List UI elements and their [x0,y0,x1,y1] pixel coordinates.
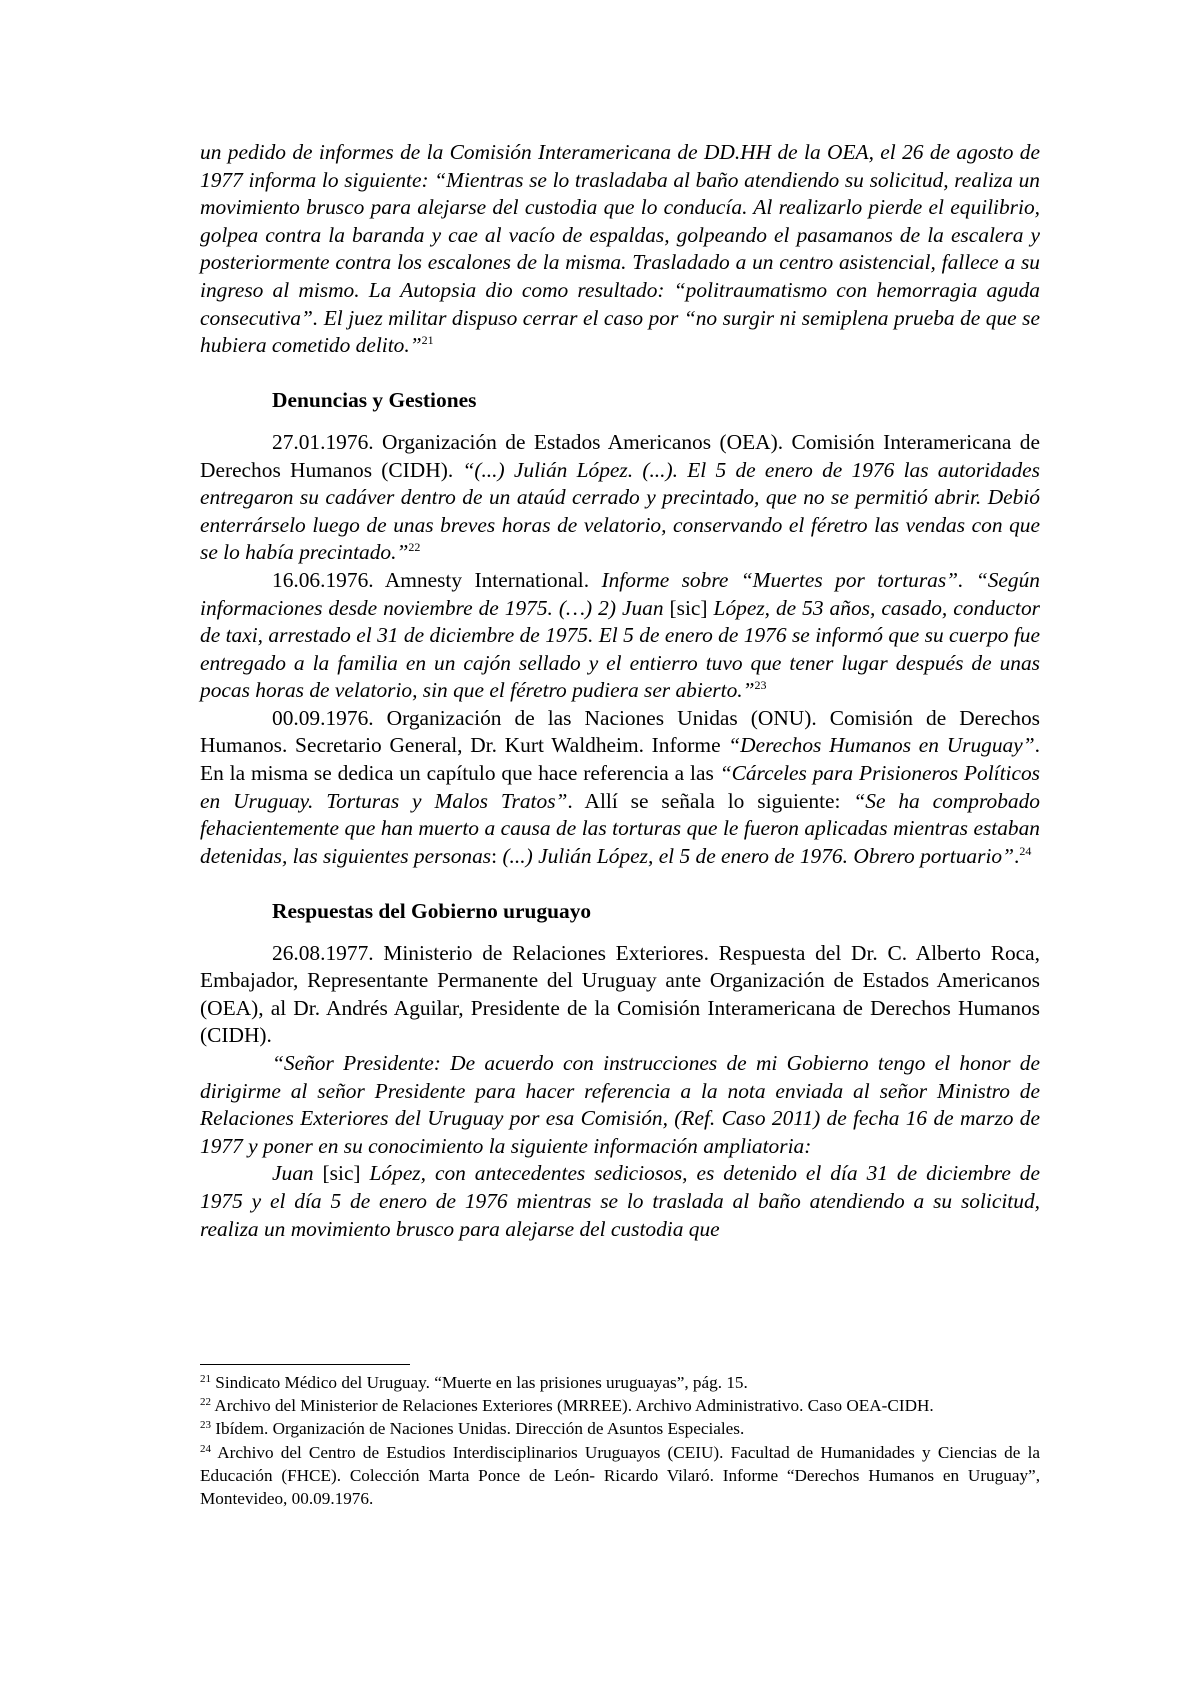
italic-text: Informe sobre “Muertes por torturas”. “Según informaciones desde noviembre de 1975. (…) 2) Juan [200,567,1040,620]
footnote-text: Archivo del Centro de Estudios Interdisciplinarios Uruguayos (CEIU). Facultad de Humanidades y Ciencias de la Educación (FHCE). Colección Marta Ponce de León- Ricardo Vilaró. Informe “Derechos Humanos en Uruguay”, Montevideo, 00.09.1976. [200,1442,1040,1509]
footnotes [200,1364,1040,1510]
footnote-number: 21 [200,1373,211,1385]
plain-text: 27.01.1976. Organización de Estados Americanos (OEA). Comisión Interamericana de Derechos Humanos (CIDH). [200,429,1040,482]
footnote-text: Ibídem. Organización de Naciones Unidas. Dirección de Asuntos Especiales. [211,1419,745,1439]
footnote-ref[interactable]: 22 [408,540,421,555]
sic-marker: [sic] [669,595,708,620]
plain-text: . Allí se señala lo siguiente: [567,788,854,813]
footnote-ref[interactable]: 23 [754,678,767,693]
paragraph-onu [200,705,1040,871]
italic-text: “Derechos Humanos en Uruguay” [728,733,1035,758]
italic-text: López, de 53 años, casado, conductor de taxi, arrestado el 31 de diciembre de 1975. El 5 de enero de 1976 se informó que su cuerpo fue entregado a la familia en un cajón sellado y el entierro tuvo que tener lugar después de unas pocas horas de velatorio, sin que el féretro pudiera ser abierto.” [200,595,1040,703]
plain-text: . En la misma se dedica un capítulo que hace referencia a las [200,733,1040,786]
footnote-23 [200,1417,1040,1440]
paragraph-autopsy-report [200,139,1040,360]
document-body [200,139,1040,1243]
plain-text: 16.06.1976. Amnesty International. [272,567,602,592]
italic-text: “Señor Presidente: De acuerdo con instrucciones de mi Gobierno tengo el honor de dirigirme al señor Presidente para hacer referencia a la nota enviada al señor Ministro de Relaciones Exteriores del Uruguay por esa Comisión, (Ref. Caso 2011) de fecha 16 de marzo de 1977 y poner en su conocimiento la siguiente información ampliatoria: [200,1051,1040,1158]
footnote-21 [200,1371,1040,1394]
plain-text: : [491,843,503,868]
footnote-text: Archivo del Ministerior de Relaciones Exteriores (MRREE). Archivo Administrativo. Caso OEA-CIDH. [211,1396,934,1416]
sic-marker: [sic] [322,1161,361,1186]
italic-text: un pedido de informes de la Comisión Interamericana de DD.HH de la OEA, el 26 de agosto de 1977 informa lo siguiente: “Mientras se lo trasladaba al baño atendiendo su solicitud, realiza un movimiento brusco para alejarse del custodia que lo conducía. Al realizarlo pierde el equilibrio, golpea contra la baranda y cae al vacío de espaldas, golpeando el pasamanos de la escalera y posteriormente contra los escalones de la misma. Trasladado a un centro asistencial, fallece a su ingreso al mismo. La Autopsia dio como resultado: “politraumatismo con hemorragia aguda consecutiva”. El juez militar dispuso cerrar el caso por “no surgir ni semiplena prueba de que se hubiera cometido delito.” [200,140,1040,358]
section-heading-denuncias: Denuncias y Gestiones [272,388,477,413]
paragraph-amnesty [200,567,1040,705]
italic-text: “Cárceles para Prisioneros Políticos en Uruguay. Torturas y Malos Tratos” [200,761,1040,813]
footnote-divider [200,1364,410,1365]
italic-text: “(...) Julián López. (...). El 5 de enero de 1976 las autoridades entregaron su cadáver dentro de un ataúd cerrado y precintado, que no se permitió abrir. Debió enterrárselo luego de unas breves horas de velatorio, conservando el féretro las vendas con que se lo había precintado.” [200,457,1040,565]
paragraph-senor-presidente [200,1050,1040,1160]
paragraph-juan-lopez [200,1160,1040,1243]
italic-text: López, con antecedentes sediciosos, es detenido el día 31 de diciembre de 1975 y el día 5 de enero de 1976 mientras se lo traslada al baño atendiendo a su solicitud, realiza un movimiento brusco para alejarse del custodia que [200,1161,1040,1241]
footnote-24 [200,1441,1040,1511]
section-heading-respuestas: Respuestas del Gobierno uruguayo [272,899,592,924]
footnote-text: Sindicato Médico del Uruguay. “Muerte en las prisiones uruguayas”, pág. 15. [211,1373,748,1392]
footnote-ref[interactable]: 21 [421,333,434,348]
footnote-number: 22 [200,1396,211,1409]
paragraph-oea-cidh [200,429,1040,567]
italic-text: Juan [272,1161,323,1186]
italic-text: “Se ha comprobado fehacientemente que han muerto a causa de las torturas que le fueron aplicadas mientras estaban detenidas, las siguientes personas [200,788,1040,868]
footnote-number: 23 [200,1419,211,1432]
footnote-22 [200,1394,1040,1417]
italic-text: (...) Julián López, el 5 de enero de 1976. Obrero portuario” [502,843,1014,868]
footnote-ref[interactable]: 24 [1019,843,1032,858]
paragraph-ministerio: 26.08.1977. Ministerio de Relaciones Exteriores. Respuesta del Dr. C. Alberto Roca, Embajador, Representante Permanente del Uruguay ante Organización de Estados Americanos (OEA), al Dr. Andrés Aguilar, Presidente de la Comisión Interamericana de Derechos Humanos (CIDH). [200,940,1040,1048]
plain-text: . [1013,843,1020,868]
footnote-number: 24 [200,1442,211,1455]
plain-text: 00.09.1976. Organización de las Naciones Unidas (ONU). Comisión de Derechos Humanos. Secretario General, Dr. Kurt Waldheim. Informe [200,705,1040,758]
